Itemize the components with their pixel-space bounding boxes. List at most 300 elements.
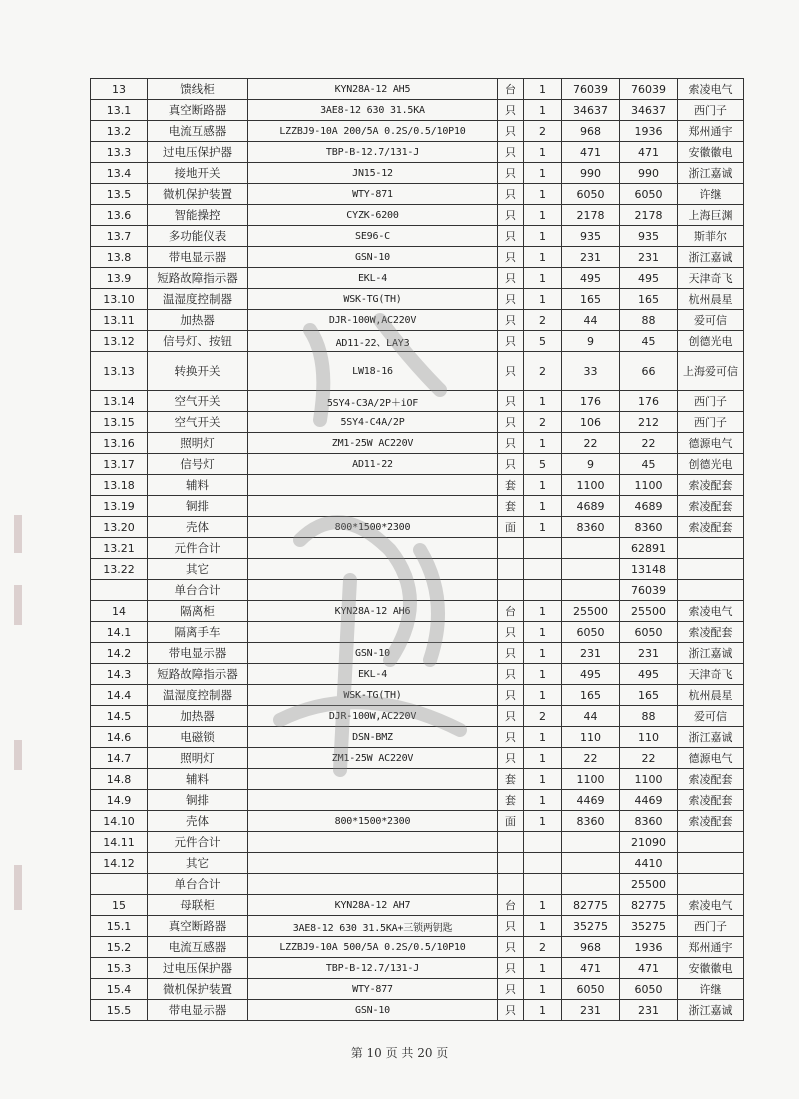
cell-total: 34637 [620, 100, 678, 121]
cell-maker [678, 538, 744, 559]
cell-total: 165 [620, 289, 678, 310]
cell-maker: 索凌配套 [678, 496, 744, 517]
cell-unit: 只 [498, 289, 524, 310]
cell-price: 6050 [562, 184, 620, 205]
cell-maker: 浙江嘉诚 [678, 643, 744, 664]
cell-no: 13.18 [91, 475, 148, 496]
cell-qty: 2 [524, 310, 562, 331]
cell-qty: 1 [524, 184, 562, 205]
cell-model [248, 790, 498, 811]
cell-unit: 台 [498, 601, 524, 622]
cell-no: 15.2 [91, 937, 148, 958]
cell-unit: 只 [498, 958, 524, 979]
cell-model [248, 538, 498, 559]
cell-qty: 1 [524, 475, 562, 496]
cell-total: 6050 [620, 979, 678, 1000]
cell-price: 6050 [562, 622, 620, 643]
cell-model: 800*1500*2300 [248, 811, 498, 832]
cell-model: ZM1-25W AC220V [248, 433, 498, 454]
cell-total: 62891 [620, 538, 678, 559]
cell-unit: 只 [498, 664, 524, 685]
table-row [91, 538, 744, 559]
cell-model [248, 475, 498, 496]
cell-unit: 只 [498, 268, 524, 289]
cell-total: 495 [620, 664, 678, 685]
cell-qty: 1 [524, 895, 562, 916]
cell-qty: 1 [524, 622, 562, 643]
cell-unit: 只 [498, 310, 524, 331]
cell-price: 110 [562, 727, 620, 748]
cell-model: LZZBJ9-10A 200/5A 0.2S/0.5/10P10 [248, 121, 498, 142]
cell-price: 968 [562, 121, 620, 142]
cell-name: 馈线柜 [148, 79, 248, 100]
cell-model: 5SY4-C4A/2P [248, 412, 498, 433]
table-row [91, 559, 744, 580]
cell-qty: 1 [524, 979, 562, 1000]
table-row [91, 727, 744, 748]
cell-qty: 1 [524, 517, 562, 538]
cell-unit: 只 [498, 916, 524, 937]
table-row [91, 685, 744, 706]
cell-name: 空气开关 [148, 391, 248, 412]
cell-price [562, 580, 620, 601]
cell-price: 4689 [562, 496, 620, 517]
cell-name: 转换开关 [148, 352, 248, 391]
cell-no: 14.3 [91, 664, 148, 685]
cell-unit: 台 [498, 79, 524, 100]
cell-unit: 只 [498, 352, 524, 391]
cell-unit: 只 [498, 226, 524, 247]
table-row [91, 247, 744, 268]
table-row [91, 100, 744, 121]
table-row [91, 664, 744, 685]
cell-price: 6050 [562, 979, 620, 1000]
cell-no: 14.9 [91, 790, 148, 811]
cell-qty [524, 832, 562, 853]
cell-no: 15 [91, 895, 148, 916]
cell-name: 加热器 [148, 310, 248, 331]
cell-maker: 浙江嘉诚 [678, 1000, 744, 1021]
cell-total: 1100 [620, 475, 678, 496]
cell-total: 82775 [620, 895, 678, 916]
cell-maker [678, 832, 744, 853]
cell-qty: 1 [524, 496, 562, 517]
cell-qty: 2 [524, 121, 562, 142]
cell-no: 13.1 [91, 100, 148, 121]
cell-total: 1936 [620, 937, 678, 958]
cell-name: 铜排 [148, 790, 248, 811]
cell-name: 其它 [148, 853, 248, 874]
cell-model: LW18-16 [248, 352, 498, 391]
cell-maker: 索凌电气 [678, 79, 744, 100]
cell-model: TBP-B-12.7/131-J [248, 958, 498, 979]
cell-total: 25500 [620, 874, 678, 895]
cell-price: 22 [562, 433, 620, 454]
cell-maker: 上海巨渊 [678, 205, 744, 226]
cell-maker: 西门子 [678, 100, 744, 121]
cell-qty: 1 [524, 247, 562, 268]
cell-total: 1100 [620, 769, 678, 790]
cell-qty: 1 [524, 1000, 562, 1021]
cell-name: 带电显示器 [148, 643, 248, 664]
cell-price: 34637 [562, 100, 620, 121]
cell-name: 单台合计 [148, 580, 248, 601]
cell-name: 电流互感器 [148, 937, 248, 958]
cell-qty: 1 [524, 142, 562, 163]
cell-maker: 德源电气 [678, 748, 744, 769]
cell-no: 14.10 [91, 811, 148, 832]
cell-total: 231 [620, 247, 678, 268]
cell-model [248, 769, 498, 790]
cell-model: DJR-100W,AC220V [248, 310, 498, 331]
cell-qty: 1 [524, 391, 562, 412]
cell-name: 短路故障指示器 [148, 268, 248, 289]
cell-maker: 索凌配套 [678, 769, 744, 790]
cell-name: 信号灯、按钮 [148, 331, 248, 352]
cell-name: 照明灯 [148, 748, 248, 769]
cell-unit [498, 538, 524, 559]
cell-qty: 1 [524, 268, 562, 289]
cell-qty: 5 [524, 454, 562, 475]
cell-unit: 只 [498, 748, 524, 769]
cell-maker: 爱可信 [678, 310, 744, 331]
table-row [91, 454, 744, 475]
cell-no: 13.11 [91, 310, 148, 331]
cell-no: 14 [91, 601, 148, 622]
cell-total: 4469 [620, 790, 678, 811]
cell-model: TBP-B-12.7/131-J [248, 142, 498, 163]
cell-model: WTY-871 [248, 184, 498, 205]
cell-name: 元件合计 [148, 538, 248, 559]
cell-maker [678, 559, 744, 580]
cell-maker: 索凌电气 [678, 601, 744, 622]
cell-unit: 套 [498, 790, 524, 811]
cell-maker: 天津奇飞 [678, 664, 744, 685]
cell-model: CYZK-6200 [248, 205, 498, 226]
table-row [91, 331, 744, 352]
cell-qty [524, 538, 562, 559]
table-row [91, 391, 744, 412]
cell-unit: 只 [498, 433, 524, 454]
cell-qty: 2 [524, 412, 562, 433]
cell-qty: 1 [524, 748, 562, 769]
cell-model [248, 496, 498, 517]
table-row [91, 748, 744, 769]
cell-model [248, 853, 498, 874]
table-row [91, 832, 744, 853]
price-list-sheet [90, 78, 743, 1021]
cell-model: KYN28A-12 AH5 [248, 79, 498, 100]
table-row [91, 475, 744, 496]
cell-maker: 安徽徽电 [678, 142, 744, 163]
table-row [91, 184, 744, 205]
cell-name: 照明灯 [148, 433, 248, 454]
cell-qty: 1 [524, 79, 562, 100]
cell-price: 35275 [562, 916, 620, 937]
cell-price: 25500 [562, 601, 620, 622]
cell-price [562, 559, 620, 580]
cell-total: 66 [620, 352, 678, 391]
cell-qty [524, 853, 562, 874]
table-row [91, 412, 744, 433]
cell-maker: 杭州晨星 [678, 289, 744, 310]
cell-maker: 郑州通宇 [678, 937, 744, 958]
table-row [91, 205, 744, 226]
table-row [91, 142, 744, 163]
cell-total: 35275 [620, 916, 678, 937]
table-row [91, 268, 744, 289]
cell-name: 温湿度控制器 [148, 685, 248, 706]
price-table [90, 78, 744, 1021]
cell-total: 88 [620, 706, 678, 727]
cell-model: SE96-C [248, 226, 498, 247]
cell-price: 935 [562, 226, 620, 247]
cell-model: WTY-877 [248, 979, 498, 1000]
cell-unit: 只 [498, 205, 524, 226]
price-table-body [91, 79, 744, 1021]
cell-no: 13.6 [91, 205, 148, 226]
cell-unit [498, 832, 524, 853]
cell-unit: 只 [498, 412, 524, 433]
cell-price: 1100 [562, 475, 620, 496]
cell-unit: 套 [498, 475, 524, 496]
table-row [91, 622, 744, 643]
cell-maker: 杭州晨星 [678, 685, 744, 706]
cell-model: JN15-12 [248, 163, 498, 184]
cell-no: 14.12 [91, 853, 148, 874]
cell-price: 176 [562, 391, 620, 412]
cell-price: 22 [562, 748, 620, 769]
cell-price: 165 [562, 289, 620, 310]
table-row [91, 853, 744, 874]
table-row [91, 958, 744, 979]
table-row [91, 811, 744, 832]
cell-unit: 台 [498, 895, 524, 916]
cell-price: 4469 [562, 790, 620, 811]
cell-qty: 1 [524, 685, 562, 706]
cell-model: ZM1-25W AC220V [248, 748, 498, 769]
cell-total: 176 [620, 391, 678, 412]
cell-no: 13.17 [91, 454, 148, 475]
table-row [91, 937, 744, 958]
cell-qty: 1 [524, 433, 562, 454]
cell-no: 14.4 [91, 685, 148, 706]
cell-price: 8360 [562, 811, 620, 832]
cell-price: 2178 [562, 205, 620, 226]
cell-model: 3AE8-12 630 31.5KA+三锁两钥匙 [248, 916, 498, 937]
cell-no: 13.15 [91, 412, 148, 433]
cell-qty: 1 [524, 769, 562, 790]
cell-total: 110 [620, 727, 678, 748]
cell-qty [524, 580, 562, 601]
cell-price: 33 [562, 352, 620, 391]
table-row [91, 979, 744, 1000]
cell-unit: 只 [498, 163, 524, 184]
cell-price: 106 [562, 412, 620, 433]
cell-price: 8360 [562, 517, 620, 538]
cell-unit: 只 [498, 121, 524, 142]
cell-unit: 套 [498, 496, 524, 517]
cell-model: GSN-10 [248, 247, 498, 268]
table-row [91, 352, 744, 391]
cell-qty: 1 [524, 163, 562, 184]
cell-name: 过电压保护器 [148, 958, 248, 979]
cell-qty: 5 [524, 331, 562, 352]
cell-no: 13.20 [91, 517, 148, 538]
table-row [91, 226, 744, 247]
cell-price: 968 [562, 937, 620, 958]
cell-total: 76039 [620, 580, 678, 601]
cell-total: 2178 [620, 205, 678, 226]
table-row [91, 916, 744, 937]
cell-maker: 浙江嘉诚 [678, 247, 744, 268]
cell-name: 接地开关 [148, 163, 248, 184]
cell-maker: 索凌电气 [678, 895, 744, 916]
cell-name: 短路故障指示器 [148, 664, 248, 685]
cell-no [91, 874, 148, 895]
cell-qty: 1 [524, 100, 562, 121]
cell-unit [498, 874, 524, 895]
cell-price: 231 [562, 643, 620, 664]
cell-model: 800*1500*2300 [248, 517, 498, 538]
binding-edge-mark [14, 515, 22, 553]
cell-no: 13.7 [91, 226, 148, 247]
cell-maker [678, 853, 744, 874]
cell-unit [498, 853, 524, 874]
cell-name: 隔离柜 [148, 601, 248, 622]
table-row [91, 769, 744, 790]
cell-qty: 1 [524, 958, 562, 979]
cell-qty: 1 [524, 226, 562, 247]
cell-total: 21090 [620, 832, 678, 853]
cell-qty [524, 559, 562, 580]
table-row [91, 121, 744, 142]
cell-model: AD11-22 [248, 454, 498, 475]
cell-price: 495 [562, 664, 620, 685]
cell-no [91, 580, 148, 601]
cell-unit: 只 [498, 979, 524, 1000]
table-row [91, 580, 744, 601]
cell-qty: 1 [524, 664, 562, 685]
cell-model: EKL-4 [248, 664, 498, 685]
cell-maker: 创德光电 [678, 454, 744, 475]
cell-unit: 只 [498, 706, 524, 727]
table-row [91, 163, 744, 184]
cell-maker: 郑州通宇 [678, 121, 744, 142]
cell-maker: 索凌配套 [678, 622, 744, 643]
cell-unit [498, 559, 524, 580]
cell-no: 15.4 [91, 979, 148, 1000]
table-row [91, 601, 744, 622]
table-row [91, 517, 744, 538]
cell-total: 4689 [620, 496, 678, 517]
cell-no: 14.5 [91, 706, 148, 727]
cell-price: 44 [562, 310, 620, 331]
cell-name: 元件合计 [148, 832, 248, 853]
cell-total: 22 [620, 748, 678, 769]
cell-qty: 1 [524, 811, 562, 832]
binding-edge-mark [14, 865, 22, 910]
cell-total: 8360 [620, 517, 678, 538]
cell-price: 471 [562, 958, 620, 979]
cell-maker [678, 874, 744, 895]
cell-name: 加热器 [148, 706, 248, 727]
cell-maker: 索凌配套 [678, 475, 744, 496]
cell-unit: 只 [498, 1000, 524, 1021]
cell-qty: 1 [524, 916, 562, 937]
cell-price: 1100 [562, 769, 620, 790]
table-row [91, 790, 744, 811]
cell-model: EKL-4 [248, 268, 498, 289]
cell-no: 13.19 [91, 496, 148, 517]
table-row [91, 895, 744, 916]
cell-name: 空气开关 [148, 412, 248, 433]
cell-maker: 索凌配套 [678, 790, 744, 811]
cell-name: 微机保护装置 [148, 184, 248, 205]
cell-name: 其它 [148, 559, 248, 580]
cell-no: 14.2 [91, 643, 148, 664]
cell-no: 15.5 [91, 1000, 148, 1021]
cell-total: 6050 [620, 184, 678, 205]
cell-unit: 只 [498, 331, 524, 352]
cell-model [248, 874, 498, 895]
cell-model: WSK-TG(TH) [248, 289, 498, 310]
cell-total: 45 [620, 331, 678, 352]
cell-model [248, 832, 498, 853]
cell-total: 4410 [620, 853, 678, 874]
cell-name: 多功能仪表 [148, 226, 248, 247]
table-row [91, 643, 744, 664]
binding-edge-mark [14, 740, 22, 770]
cell-total: 88 [620, 310, 678, 331]
cell-name: 辅料 [148, 475, 248, 496]
cell-model [248, 622, 498, 643]
cell-total: 471 [620, 142, 678, 163]
cell-unit: 只 [498, 100, 524, 121]
cell-total: 22 [620, 433, 678, 454]
cell-model: DSN-BMZ [248, 727, 498, 748]
cell-total: 165 [620, 685, 678, 706]
cell-name: 电磁锁 [148, 727, 248, 748]
cell-unit: 面 [498, 811, 524, 832]
cell-name: 过电压保护器 [148, 142, 248, 163]
cell-unit [498, 580, 524, 601]
cell-no: 13.8 [91, 247, 148, 268]
cell-maker: 索凌配套 [678, 811, 744, 832]
cell-no: 13.9 [91, 268, 148, 289]
page-number: 第 10 页 共 20 页 [350, 1046, 449, 1060]
cell-qty: 1 [524, 289, 562, 310]
cell-total: 231 [620, 1000, 678, 1021]
cell-model: DJR-100W,AC220V [248, 706, 498, 727]
cell-qty [524, 874, 562, 895]
cell-maker: 上海爱可信 [678, 352, 744, 391]
cell-total: 25500 [620, 601, 678, 622]
binding-edge-mark [14, 585, 22, 625]
cell-no: 14.6 [91, 727, 148, 748]
cell-name: 真空断路器 [148, 100, 248, 121]
cell-maker: 创德光电 [678, 331, 744, 352]
cell-model: LZZBJ9-10A 500/5A 0.2S/0.5/10P10 [248, 937, 498, 958]
cell-maker: 爱可信 [678, 706, 744, 727]
cell-unit: 只 [498, 391, 524, 412]
cell-price: 495 [562, 268, 620, 289]
cell-unit: 只 [498, 247, 524, 268]
cell-maker: 西门子 [678, 412, 744, 433]
cell-price: 82775 [562, 895, 620, 916]
cell-name: 智能操控 [148, 205, 248, 226]
table-row [91, 310, 744, 331]
